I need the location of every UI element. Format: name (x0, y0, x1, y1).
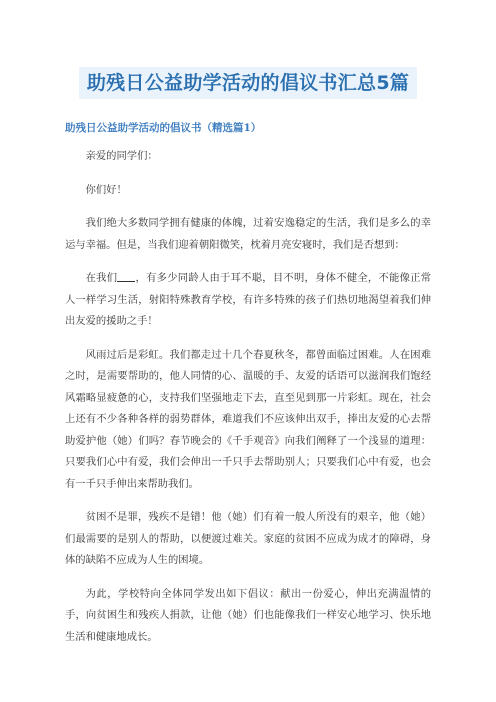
document-body (65, 146, 431, 660)
title-container (0, 67, 496, 99)
paragraph-peers-end: ，有多少同龄人由于耳不聪，目不明，身体不健全，不能像正常人一样学习生活，射阳特殊教育学校，有许多特殊的孩子们热切地渴望着我们伸出友爱的援助之手！ (65, 272, 432, 327)
paragraph-peers (65, 268, 431, 333)
paragraph-greeting: 你们好！ (85, 183, 127, 196)
paragraph-rainbow: 风雨过后是彩虹。我们都走过十几个春夏秋冬，都曾面临过困难。人在困难之时，是需要帮助的，他人同情的心、温暖的手、友爱的话语可以滋润我们饱经风霜略显疲惫的心，支持我们坚强地走下去，直至见到那一片彩虹。现在，社会上还有不少各种各样的弱势群体，难道我们不应该伸出双手，捧出友爱的心去帮助爱护他（她）们吗？春节晚会的《千手观音》向我们阐释了一个浅显的道理：只要我们心中有爱，我们会伸出一千只手去帮助别人；只要我们心中有爱，也会有一千只手伸出来帮助我们。 (65, 348, 431, 490)
paragraph-salutation: 亲爱的同学们： (85, 150, 158, 162)
paragraph-intro: 我们绝大多数同学拥有健康的体魄，过着安逸稳定的生活，我们是多么的幸运与幸福。但是，当我们迎着朝阳微笑，枕着月亮安寝时，我们是否想到： (65, 217, 431, 251)
section-subtitle: 助残日公益助学活动的倡议书（精选篇1） (65, 122, 262, 134)
paragraph-peers-start: 在我们 (85, 272, 118, 284)
paragraph-poverty: 贫困不是罪，残疾不是错！他（她）们有着一般人所没有的艰辛，他（她）们最需要的是别人的帮助，以便渡过难关。家庭的贫困不应成为成才的障碍，身体的缺陷不应成为人生的困境。 (65, 511, 431, 566)
paragraph-proposal: 为此，学校特向全体同学发出如下倡议：献出一份爱心，伸出充满温情的手，向贫困生和残疾人捐款，让他（她）们也能像我们一样安心地学习、快乐地生活和健康地成长。 (65, 587, 431, 643)
blank-underline (117, 271, 135, 282)
document-title: 助残日公益助学活动的倡议书汇总5篇 (79, 67, 417, 99)
